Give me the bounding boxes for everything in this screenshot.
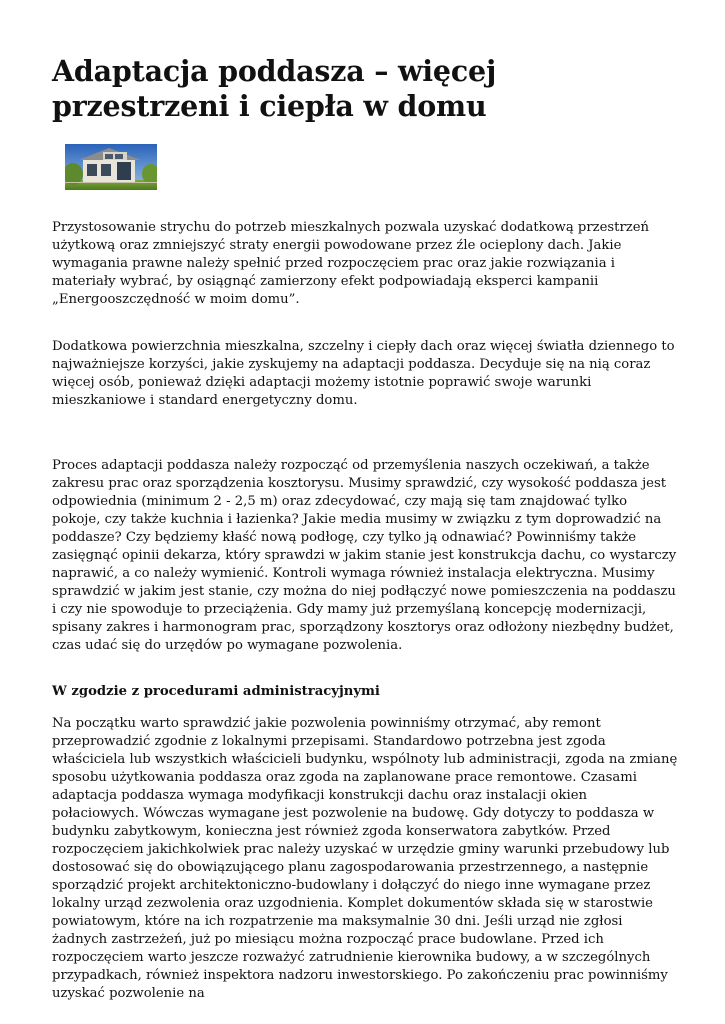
section-heading: W zgodzie z procedurami administracyjnymi xyxy=(52,684,380,699)
article-title: Adaptacja poddasza – więcej przestrzeni i ciepła w domu xyxy=(52,54,497,123)
body-paragraph: Na początku warto sprawdzić jakie pozwolenia powinniśmy otrzymać, aby remont przeprowadzić zgodnie z lokalnymi przepisami. Standardowo potrzebna jest zgoda właściciela lub wszystkich właścicieli budynku, wspólnoty lub administracji, zgoda na zmianę sposobu użytkowania poddasza oraz zgoda na zaplanowane prace remontowe. Czasami adaptacja poddasza wymaga modyfikacji konstrukcji dachu oraz instalacji okien połaciowych. Wówczas wymagane jest pozwolenie na budowę. Gdy dotyczy to poddasza w budynku zabytkowym, konieczna jest również zgoda konserwatora zabytków. Przed rozpoczęciem jakichkolwiek prac należy uzyskać w urzędzie gminy warunki przebudowy lub dostosować się do obowiązującego planu zagospodarowania przestrzennego, a następnie sporządzić projekt architektoniczno-budowlany i dołączyć do niego inne wymagane przez lokalny urząd zezwolenia oraz uzgodnienia. Komplet dokumentów składa się w starostwie powiatowym, które na ich rozpatrzenie ma maksymalnie 30 dni. Jeśli urząd nie zgłosi żadnych zastrzeżeń, już po miesiącu można rozpocząć prace budowlane. Przed ich rozpoczęciem warto jeszcze rozważyć zatrudnienie kierownika budowy, a w szczególnych przypadkach, również inspektora nadzoru inwestorskiego. Po zakończeniu prac powinniśmy uzyskać pozwolenie na xyxy=(52,716,678,1001)
intro-paragraph: Przystosowanie strychu do potrzeb mieszkalnych pozwala uzyskać dodatkową przestrzeń użytkową oraz zmniejszyć straty energii powodowane przez źle ocieplony dach. Jakie wymagania prawne należy spełnić przed rozpoczęciem prac oraz jakie rozwiązania i materiały wybrać, by osiągnąć zamierzony efekt podpowiadają eksperci kampanii „Energooszczędność w moim domu”. xyxy=(52,220,650,307)
body-paragraph: Proces adaptacji poddasza należy rozpocząć od przemyślenia naszych oczekiwań, a także zakresu prac oraz sporządzenia kosztorysu. Musimy sprawdzić, czy wysokość poddasza jest odpowiednia (minimum 2 - 2,5 m) oraz zdecydować, czy mają się tam znajdować tylko pokoje, czy także kuchnia i łazienka? Jakie media musimy w związku z tym doprowadzić na poddasze? Czy będziemy kłaść nową podłogę, czy tylko ją odnawiać? Powinniśmy także zasięgnąć opinii dekarza, który sprawdzi w jakim stanie jest konstrukcja dachu, co wystarczy naprawić, a co należy wymienić. Kontroli wymaga również instalacja elektryczna. Musimy sprawdzić w jakim jest stanie, czy można do niej podłączyć nowe pomieszczenia na poddaszu i czy nie spowoduje to przeciążenia. Gdy mamy już przemyślaną koncepcję modernizacji, spisany zakres i harmonogram prac, sporządzony kosztorys oraz odłożony niezbędny budżet, czas udać się do urzędów po wymagane pozwolenia. xyxy=(52,458,677,653)
body-paragraph: Dodatkowa powierzchnia mieszkalna, szczelny i ciepły dach oraz więcej światła dziennego to najważniejsze korzyści, jakie zyskujemy na adaptacji poddasza. Decyduje się na nią coraz więcej osób, ponieważ dzięki adaptacji możemy istotnie poprawić swoje warunki mieszkaniowe i standard energetyczny domu. xyxy=(52,339,675,408)
house-photo xyxy=(65,144,157,190)
